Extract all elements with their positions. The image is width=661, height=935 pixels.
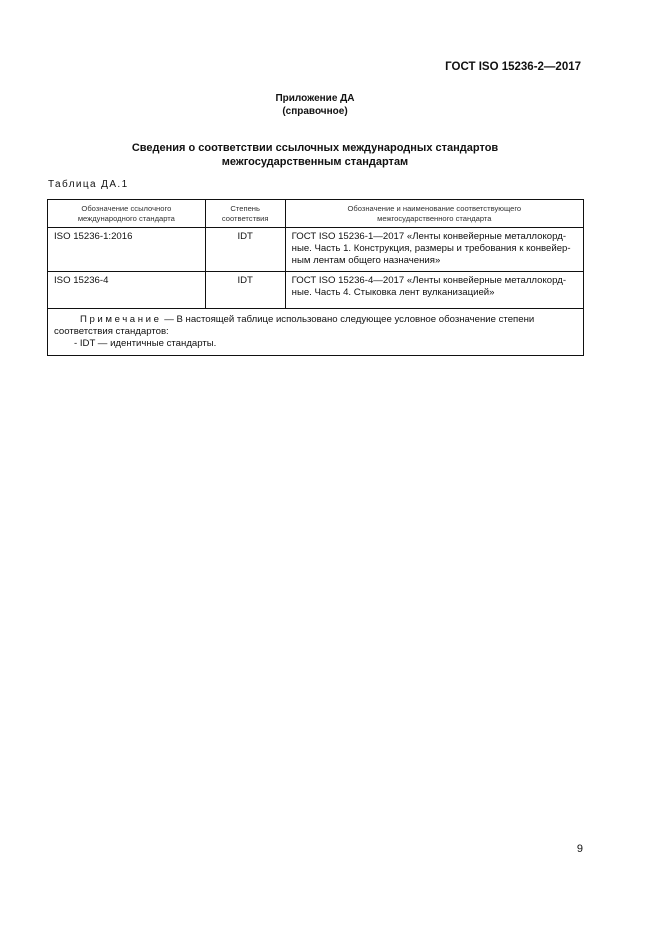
table-note	[48, 309, 584, 356]
cell-degree: IDT	[205, 272, 285, 309]
note-label: Примечание	[80, 314, 162, 325]
cell-national-standard: ГОСТ ISO 15236-4—2017 «Ленты конвейерные металлокорд- ные. Часть 4. Стыковка лент вулканизацией»	[285, 272, 583, 309]
table-caption: Таблица ДА.1	[48, 179, 129, 190]
appendix-heading	[0, 92, 630, 118]
cell-degree: IDT	[205, 228, 285, 272]
standards-table	[47, 199, 584, 356]
appendix-label: Приложение ДА	[275, 93, 355, 104]
table-header-row	[48, 200, 584, 228]
note-text-3: - IDT — идентичные стандарты.	[74, 338, 217, 349]
header-intl-standard: Обозначение ссылочного международного стандарта	[48, 200, 206, 228]
title-line-2: межгосударственным стандартам	[221, 156, 409, 168]
cell-intl-standard: ISO 15236-4	[48, 272, 206, 309]
table-note-row	[48, 309, 584, 356]
cell-national-standard: ГОСТ ISO 15236-1—2017 «Ленты конвейерные металлокорд- ные. Часть 1. Конструкция, размеры и требования к конвейер- ным лентам общего назначения»	[285, 228, 583, 272]
appendix-type: (справочное)	[282, 106, 348, 117]
page-title	[0, 141, 630, 169]
note-text-1: — В настоящей таблице использовано следующее условное обозначение степени	[161, 314, 535, 325]
note-text-2: соответствия стандартов:	[54, 326, 169, 337]
title-line-1: Сведения о соответствии ссылочных международных стандартов	[131, 142, 499, 154]
table-row	[48, 272, 584, 309]
table-row	[48, 228, 584, 272]
cell-intl-standard: ISO 15236-1:2016	[48, 228, 206, 272]
document-code: ГОСТ ISO 15236-2—2017	[445, 61, 581, 73]
header-national-standard: Обозначение и наименование соответствующего межгосударственного стандарта	[285, 200, 583, 228]
page-number: 9	[576, 843, 583, 855]
header-degree: Степень соответствия	[205, 200, 285, 228]
